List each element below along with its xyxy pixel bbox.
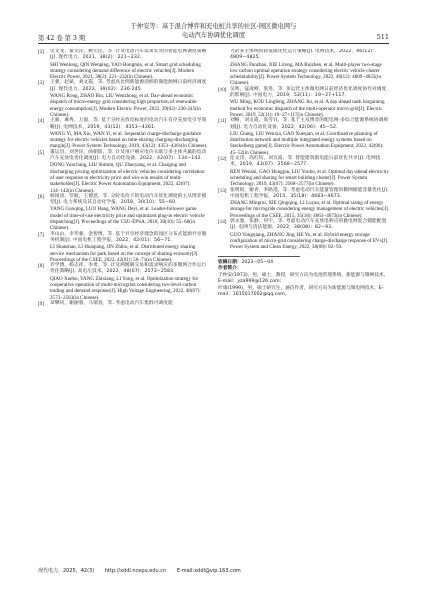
reference-entry — [218, 156, 390, 187]
reference-entry — [38, 232, 210, 263]
reference-english: LIU Chang, LIU Wenxia, GAO Xueqian, et al. Coordinative planning of distribution network and multiple integrated energy systems based on Stackelberg game[J]. Electric Power Automation Equipment, 2022, 42(06): 45−52(in Chinese). — [230, 130, 384, 156]
reference-english: DONG Yunchang, LIU Shimin, QU Zhaoyang, et al. Charging and discharging pricing optimization of electric vehicles considering correlation of user response to electricity price and win-win results of multi-stakeholder[J]. Electric Power Automation Equipment, 2022, 42(07): 134−142(in Chinese). — [50, 162, 205, 194]
reference-english: LI Shanshan, LI Huaqiang, JIN Zhibo, et al. Distributed energy sharing service mechanism for park based on the concept of sharing economy[J]. Proceedings of the CSEE, 2022, 42(01): 56−71(in Chinese). — [50, 244, 199, 263]
reference-chinese: 力的多主体两阶段低碳优化运行策略[J]. 电网技术，2022，46(12)：4809−4825. — [230, 49, 378, 61]
running-title — [38, 23, 389, 41]
reference-english: WANG Rong, ZHAO Bin, LIU Wenzhong, et al. Day-ahead economic dispatch of micro-energy grid considering high proportion of renewable energy consumption[J]. Modern Electric Power, 2022, 39(02): 236-245(in Chinese). — [50, 93, 201, 118]
reference-number: [5] — [38, 149, 44, 156]
reference-chinese: 张明锐，谢青，李路遥，等. 考虑电动汽车能量管理的微网储能容量优化[J]. 中国电机工程学报，2015，35(18)：4663−4673. — [230, 187, 389, 199]
running-header — [38, 23, 389, 41]
reference-entry — [38, 80, 210, 118]
reference-number: [4] — [38, 118, 44, 125]
left-column-references — [38, 49, 210, 546]
running-title-line2: 电动汽车协调优化调度 — [182, 31, 245, 39]
reference-entry — [218, 118, 390, 156]
author-label: 作者简介： — [218, 266, 242, 271]
right-column — [218, 49, 390, 551]
footer-email[interactable]: E-mail:xddl@vip.163.com — [176, 568, 241, 574]
footer-url[interactable]: http://xddl.ncepu.edu.cn — [104, 568, 167, 574]
page-footer — [38, 567, 389, 574]
reference-chinese: 李山山，李华强，金智博，等. 基于共享经济理念的园区分布式能源共享服务机制[J]. 中国电机工程学报，2022，42(01)：56−71. — [50, 231, 207, 243]
reference-chinese: 王强，赵斌，刘文霞，等. 考虑高比例新能源消纳的微能源网日前经济调度[J]. 现代电力，2022，39(02)：236-245. — [50, 80, 207, 92]
reference-entry — [38, 194, 210, 232]
reference-entry — [38, 150, 210, 194]
reference-english: SHI Wenlong, QIN Wenping, YAO Hongmin, et al. Smart grid scheduling strategy considering demand difference of electric vehicles[J]. Modern Electric Power, 2021, 38(2): 221−232(in Chinese). — [50, 61, 201, 81]
reference-entry — [38, 263, 210, 301]
reference-english: QIAO Xuebo, YANG Zhixiang, LI Yong, et al. Optimization strategy for cooperative operation of multi-microgrids considering two-level carbon trading and demand response[J]. High Voltage Engineering, 2022, 48(07): 2573−2583(in Chinese). — [50, 275, 201, 301]
reference-chinese: 王毅，麻秀，万毅，等. 基于分时充放电标度的电动汽车有序充放电引导策略[J]. 电网技术，2019，43(12)：4353−4361. — [50, 118, 207, 130]
right-column-references — [218, 49, 390, 251]
reference-entry — [218, 219, 390, 250]
reference-number: [10] — [218, 86, 227, 93]
author-bio-2: 叶康(1999)，男，硕士研究生，通信作者，研究方向为新能源与微电网技术，E-mail：1615017002@qq.com。 — [218, 285, 384, 297]
header-rule — [38, 43, 389, 44]
reference-number: [14] — [218, 219, 227, 226]
footer-journal: 现代电力，2025，42(3) — [38, 568, 95, 574]
reference-english: ZHANG Panzhao, XIE Lirong, MA Ruizhen, et al. Multi-player two-stage low carbon optimal operation strategy considering electric vehicle cluster schedulability[J]. Power System Technology, 2022, 46(12): 4809−4825(in Chinese). — [230, 61, 382, 87]
reference-chinese: 郭永强，张静，何宇，等. 考虑电动汽车充放电响应的微电网混合储能配置[J]. 电网与清洁能源，2022，38(08)：82−93. — [230, 219, 387, 231]
reference-chinese: 董运昌，刘世民，曲朝阳，等. 计及用户响应电价关联与多主体共赢的电动汽车充放电优化调度[J]. 电力自动化设备，2022，42(07)：134−142. — [50, 149, 207, 162]
reference-entry — [38, 49, 210, 80]
reference-number: [3] — [38, 80, 44, 87]
reference-number: [2] — [38, 49, 44, 55]
reference-number: [8] — [38, 263, 44, 270]
reference-number: [9] — [38, 300, 44, 307]
reference-english: WANG Yi, MA Xiu, WAN Yi, et al. Sequential charge-discharge guidance strategy for electric vehicles based on time-sharing charging-discharging margin[J]. Power System Technology, 2019, 43(12): 4353−4361(in Chinese). — [50, 130, 208, 150]
reference-english: YANG Guoqing, LUO Hang, WANG Deyi, et al. Leader-follower game model of time-of-use electricity price and optimized plug-in electric vehicle dispatching[J]. Proceedings of the CSU-EPSA, 2018, 30(10): 55−60(in Chinese). — [50, 206, 205, 232]
article-notes — [218, 260, 390, 299]
reference-chinese: 乔学博，杨志祥，李勇，等. 计及两级碳交易和需求响应的多微网合作运行优化策略[J]. 高电压技术，2022，48(07)：2573−2583. — [50, 263, 207, 275]
reference-english: ZHANG Mingrui, XIE Qingqing, LI Luyao, et al. Optimal sizing of energy storage for microgrids considering energy management of electric vehicles[J]. Proceedings of the CSEE, 2015, 35(18): 4663−4673(in Chinese). — [230, 200, 390, 219]
author-bio-1: 于仲安(1973)，男，硕士，教授，研究方向为电池管理系统、新能源与微网技术，E-mail：yza999@126.com； — [218, 272, 389, 284]
reference-chinese: 史文龙，秦文萍，姚宏民，等. 计及电动汽车需求差异的智能电网调度策略[J]. 现代电力，2021，38(2)：221−232. — [50, 49, 207, 61]
reference-english: GUO Yongqiang, ZHANG Jing, HE Yu, et al. Hybrid energy storage configuration of micro-grid considering charge-discharge response of EVs[J]. Power System and Clean Energy, 2022, 38(08): 82−93. — [230, 231, 389, 251]
volume-issue: 第 42 卷 第 3 期 — [38, 35, 86, 42]
reference-number: [13] — [218, 187, 227, 194]
received-date: 2023−05−04 — [241, 259, 274, 265]
reference-chinese: 吴鸣，寇凌峰，张进，等. 多运营主体微电网日前经济优化调度协作对调度的影响[J]. 中国电力，2019，52(11)：19−27+117. — [230, 86, 387, 99]
reference-chinese: 章攀钊，谢丽蓉，马瑞真，等. 考虑电动汽车集群可调度能 — [50, 300, 173, 306]
reference-chinese: 杨国清，罗航，王德意，等. 分时电价下的电动汽车优化调度的主从博弈模型[J]. 电力系统及其自动化学报，2018，30(10)：55−60. — [50, 193, 207, 206]
reference-number: [6] — [38, 193, 44, 200]
reference-number: [12] — [218, 156, 227, 163]
received-label: 收稿日期： — [218, 259, 242, 265]
reference-chinese: 刘畅，刘文霞，高雪钰，等. 基于主从博弈的配电网-多综合能源系统协调规划[J]. 电力自动化设备，2022，42(06)：45−52. — [230, 118, 389, 130]
reference-number: [7] — [38, 231, 44, 238]
reference-entry — [218, 188, 390, 219]
reference-entry — [218, 49, 390, 87]
reference-english: REN Wenshi, GAO Hongjun, LIU Youbo, et al. Optimal day-ahead electricity scheduling and sharing for smart building cluster[J]. Power System Technology, 2019, 43(07): 2568−2577(in Chinese). — [230, 168, 389, 188]
reference-entry — [38, 301, 210, 307]
reference-number: [11] — [218, 118, 227, 125]
running-title-line1: 于仲安等：基于混合博弈和充电桩共享的社区-园区微电网与 — [130, 23, 297, 30]
reference-chinese: 任文诗，高红均，刘友波，等. 智能建筑群电能日前优化共享[J]. 电网技术，2019，43(07)：2568−2577. — [230, 156, 381, 168]
page-number: 511 — [376, 33, 389, 41]
reference-entry — [218, 87, 390, 118]
reference-english: WU Ming, KOU Lingfeng, ZHANG Jin, et al. A day-ahead nash bargaining method for economic dispatch of the multi-operator micro-grid[J]. Electric Power, 2019, 52(11): 19−27+117(in Chinese). — [230, 99, 385, 118]
reference-entry — [38, 118, 210, 149]
